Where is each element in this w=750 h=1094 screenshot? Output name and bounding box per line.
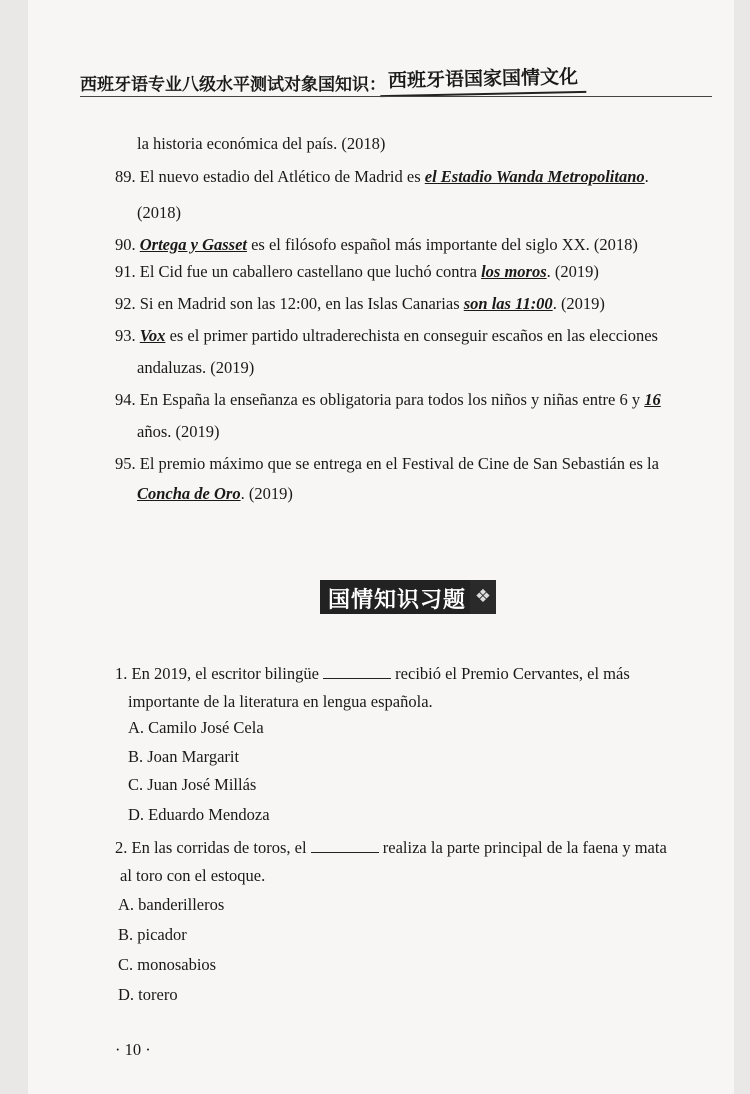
item-text: 90. xyxy=(115,235,140,254)
item-answer: son las 11:00 xyxy=(463,294,553,313)
item-text: . (2019) xyxy=(552,294,605,313)
header-series-title: 西班牙语专业八级水平测试对象国知识： xyxy=(80,75,386,95)
exercise-2-continuation: al toro con el estoque. xyxy=(120,866,266,885)
item-text: . (2019) xyxy=(546,262,599,281)
page-number: · 10 · xyxy=(115,1040,151,1059)
item-answer: 16 xyxy=(644,390,661,409)
item-text: 91. El Cid fue un caballero castellano que luchó contra xyxy=(115,262,482,281)
running-header xyxy=(80,60,712,94)
exercise-1-continuation: importante de la literatura en lengua española. xyxy=(128,692,433,711)
item-answer: Concha de Oro xyxy=(137,484,241,503)
item-94 xyxy=(115,390,661,410)
ornament-icon: ❖ xyxy=(470,580,496,614)
item-93-continuation: andaluzas. (2019) xyxy=(137,358,255,377)
item-95-continuation xyxy=(137,484,293,504)
option-1c: C. Juan José Millás xyxy=(128,775,257,794)
item-text: es el primer partido ultraderechista en conseguir escaños en las elecciones xyxy=(165,326,658,345)
item-answer: los moros xyxy=(481,262,547,281)
item-92 xyxy=(115,294,605,314)
item-text: . xyxy=(644,167,649,186)
item-text: 89. El nuevo estadio del Atlético de Madrid es xyxy=(115,167,425,186)
item-95: 95. El premio máximo que se entrega en el Festival de Cine de San Sebastián es la xyxy=(115,454,659,473)
item-answer: Vox xyxy=(139,326,166,345)
option-1b: B. Joan Margarit xyxy=(128,747,240,766)
exercise-1 xyxy=(115,664,630,684)
option-1d: D. Eduardo Mendoza xyxy=(128,805,270,824)
section-title: 国情知识习题 xyxy=(328,588,467,613)
option-2d: D. torero xyxy=(118,985,178,1004)
header-book-title: 西班牙语国家国情文化 xyxy=(380,60,587,97)
section-title-banner xyxy=(320,580,470,614)
answer-blank xyxy=(323,664,391,679)
item-89 xyxy=(115,167,649,187)
option-2a: A. banderilleros xyxy=(118,895,225,914)
item-91 xyxy=(115,262,599,282)
exercise-text: realiza la parte principal de la faena y mata xyxy=(378,838,667,857)
item-text: 92. Si en Madrid son las 12:00, en las Islas Canarias xyxy=(115,294,464,313)
item-answer: el Estadio Wanda Metropolitano xyxy=(424,167,645,186)
exercise-2 xyxy=(115,838,667,858)
option-2c: C. monosabios xyxy=(118,955,217,974)
answer-blank xyxy=(311,838,379,853)
exercise-text: 2. En las corridas de toros, el xyxy=(115,838,311,857)
item-94-continuation: años. (2019) xyxy=(137,422,220,441)
item-90 xyxy=(115,235,638,255)
exercise-text: 1. En 2019, el escritor bilingüe xyxy=(115,664,324,683)
item-text: es el filósofo español más importante del siglo XX. (2018) xyxy=(246,235,638,254)
item-text: 93. xyxy=(115,326,140,345)
header-rule xyxy=(80,96,712,97)
item-93 xyxy=(115,326,658,346)
item-89-year: (2018) xyxy=(137,203,181,222)
item-text: . (2019) xyxy=(240,484,293,503)
option-1a: A. Camilo José Cela xyxy=(128,718,264,737)
item-text: 94. En España la enseñanza es obligatoria para todos los niños y niñas entre 6 y xyxy=(115,390,645,409)
item-88-continuation: la historia económica del país. (2018) xyxy=(137,134,386,153)
item-answer: Ortega y Gasset xyxy=(139,235,247,254)
exercise-text: recibió el Premio Cervantes, el más xyxy=(391,664,630,683)
option-2b: B. picador xyxy=(118,925,187,944)
